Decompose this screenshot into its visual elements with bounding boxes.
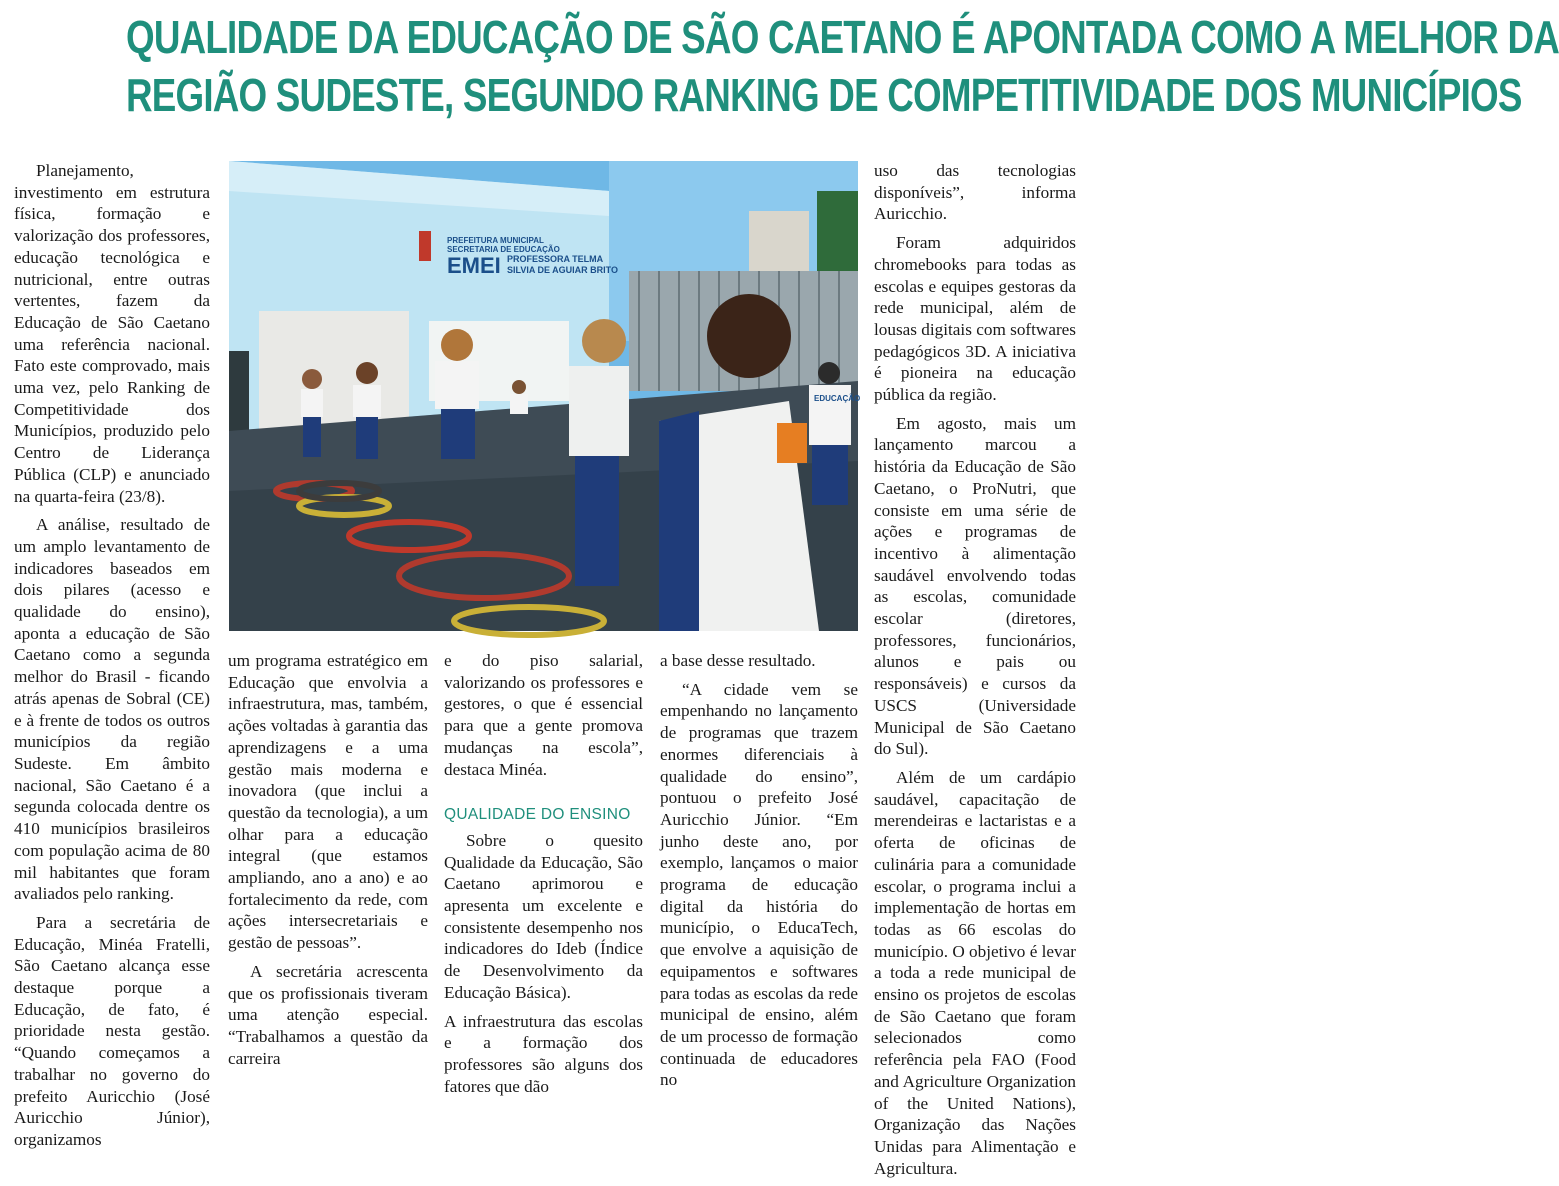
sign-name-1: PROFESSORA TELMA bbox=[507, 254, 604, 264]
section-subhead: QUALIDADE DO ENSINO bbox=[444, 806, 631, 824]
headline-line-1: QUALIDADE DA EDUCAÇÃO DE SÃO CAETANO É APONTADA COMO A MELHOR DA bbox=[126, 11, 1559, 63]
paragraph: “A cidade vem se empenhando no lançamento de programas que trazem enormes diferenciais à qualidade do ensino”, pontuou o prefeito José Auricchio Júnior. “Em junho deste ano, por exemplo, lançamos o maior programa de educação digital da história do município, o EducaTech, que envolve a aquisição de equipamentos e softwares para todas as escolas da rede municipal de ensino, além de um processo de formação continuada de educadores no bbox=[660, 679, 858, 1090]
paragraph: A análise, resultado de um amplo levantamento de indicadores baseados em dois pilares (acesso e qualidade do ensino), aponta a educação de São Caetano como a segunda melhor do Brasil - ficando atrás apenas de Sobral (CE) e à frente de todos os outros municípios da região Sudeste. Em âmbito nacional, São Caetano é a segunda colocada dentre os 410 municípios brasileiros com população acima de 80 mil habitantes que foram avaliados pelo ranking. bbox=[14, 515, 210, 904]
paragraph: Em agosto, mais um lançamento marcou a história da Educação de São Caetano, o ProNutri, que consiste em uma série de ações e programas de incentivo à alimentação saudável envolvendo todas as escolas, comunidade escolar (diretores, professores, funcionários, alunos e pais ou responsáveis) e cursos da USCS (Universidade Municipal de São Caetano do Sul). bbox=[874, 413, 1076, 759]
paragraph: uso das tecnologias disponíveis”, informa Auricchio. bbox=[874, 161, 1076, 224]
column-5 bbox=[874, 160, 1076, 1186]
article-photo bbox=[229, 161, 861, 631]
paragraph: Para a secretária de Educação, Minéa Fratelli, São Caetano alcança esse destaque porque a Educação, de fato, é prioridade nesta gestão. “Quando começamos a trabalhar no governo do prefeito Auricchio (José Auricchio Júnior), organizamos bbox=[14, 912, 210, 1149]
column-4 bbox=[660, 650, 858, 1098]
column-3 bbox=[444, 650, 643, 1104]
paragraph: Foram adquiridos chromebooks para todas as escolas e equipes gestoras da rede municipal, além de lousas digitais com softwares pedagógicos 3D. A iniciativa é pioneira na educação pública da região. bbox=[874, 233, 1076, 405]
sign-line-1: PREFEITURA MUNICIPAL bbox=[447, 236, 544, 245]
paragraph: a base desse resultado. bbox=[660, 651, 816, 670]
paragraph: e do piso salarial, valorizando os professores e gestores, o que é essencial para que a gente promova mudanças na escola”, destaca Minéa. bbox=[444, 651, 643, 779]
paragraph: A infraestrutura das escolas e a formação dos professores são alguns dos fatores que dão bbox=[444, 1011, 643, 1096]
shirt-text: EDUCAÇÃO bbox=[814, 394, 861, 403]
paragraph: um programa estratégico em Educação que envolvia a infraestrutura, mas, também, ações voltadas à garantia das aprendizagens e a uma gestão mais moderna e inovadora (que inclui a questão da tecnologia), a um olhar para a educação integral (que estamos ampliando, ano a ano) e ao fortalecimento da rede, com ações intersecretariais e gestão de pessoas”. bbox=[228, 651, 428, 953]
sign-name-2: SILVIA DE AGUIAR BRITO bbox=[507, 265, 619, 275]
sign-emei: EMEI bbox=[447, 253, 501, 278]
paragraph: Sobre o quesito Qualidade da Educação, São Caetano aprimorou e apresenta um excelente e consistente desempenho nos indicadores do Ideb (Índice de Desenvolvimento da Educação Básica). bbox=[444, 830, 643, 1002]
paragraph: Além de um cardápio saudável, capacitação de merendeiras e lactaristas e a oferta de oficinas de culinária para a comunidade escolar, o programa inclui a implementação de hortas em todas as 66 escolas do município. O objetivo é levar a toda a rede municipal de ensino os projetos de escolas de São Caetano que foram selecionados como referência pela FAO (Food and Agriculture Organization of the United Nations), Organização das Nações Unidas para Alimentação e Agricultura. bbox=[874, 767, 1076, 1178]
sign-line-2: SECRETARIA DE EDUCAÇÃO bbox=[447, 245, 560, 254]
paragraph: A secretária acrescenta que os profissionais tiveram uma atenção especial. “Trabalhamos a questão da carreira bbox=[228, 961, 428, 1068]
article-headline bbox=[126, 8, 1559, 140]
column-2 bbox=[228, 650, 428, 1076]
headline-line-2: REGIÃO SUDESTE, SEGUNDO RANKING DE COMPETITIVIDADE DOS MUNICÍPIOS bbox=[126, 69, 1522, 121]
paragraph: Planejamento, investimento em estrutura física, formação e valorização dos professores, educação tecnológica e nutricional, entre outras vertentes, fazem da Educação de São Caetano uma referência nacional. Fato este comprovado, mais uma vez, pelo Ranking de Competitividade dos Municípios, produzido pelo Centro de Liderança Pública (CLP) e anunciado na quarta-feira (23/8). bbox=[14, 161, 210, 506]
column-1 bbox=[14, 160, 210, 1158]
